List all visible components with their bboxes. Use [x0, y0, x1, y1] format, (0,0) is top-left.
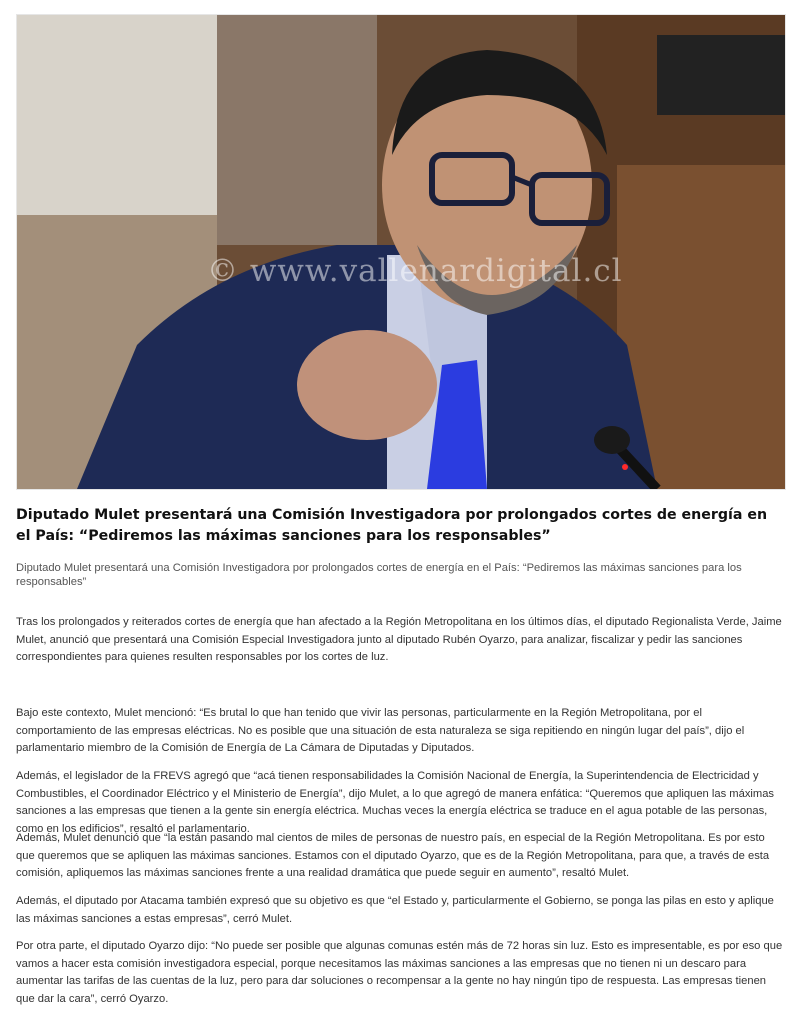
- article-paragraph: Además, el diputado por Atacama también expresó que su objetivo es que “el Estado y, particularmente el Gobierno, se ponga las pilas en esto y aplique las máximas sanciones a estas empresas”, cerró Mulet.: [16, 895, 774, 925]
- article-subtitle: Diputado Mulet presentará una Comisión Investigadora por prolongados cortes de energía en el País: “Pediremos las máximas sanciones para los responsables”: [16, 562, 742, 588]
- article-title: Diputado Mulet presentará una Comisión Investigadora por prolongados cortes de energía en el País: “Pediremos las máximas sanciones para los responsables”: [16, 507, 768, 544]
- article-paragraph: Bajo este contexto, Mulet mencionó: “Es brutal lo que han tenido que vivir las personas, particularmente en la Región Metropolitana, por el comportamiento de las empresas eléctricas. No es posible que una situación de esta naturaleza se siga repitiendo en ningún lugar del país”, dijo el parlamentario miembro de la Comisión de Energía de La Cámara de Diputadas y Diputados.: [16, 707, 745, 755]
- article-paragraph: Además, Mulet denunció que “la están pasando mal cientos de miles de personas de nuestro país, en especial de la Región Metropolitana. Es por esto que queremos que se apliquen las máximas sanciones. Estamos con el diputado Oyarzo, que es de la Región Metropolitana, para que, a través de esta comisión, apliquemos las máximas sanciones frente a una realidad dramática que puede seguir en aumento”, resaltó Mulet.: [16, 832, 770, 880]
- article-paragraph: Además, el legislador de la FREVS agregó que “acá tienen responsabilidades la Comisión Nacional de Energía, la Superintendencia de Electricidad y Combustibles, el Coordinador Eléctrico y el Ministerio de Energía”, dijo Mulet, a lo que agregó de manera enfática: “Queremos que apliquen las máximas sanciones a las empresas que tienen a la gente sin energía eléctrica. Muchas veces la energía eléctrica se traduce en el agua potable de las personas, como en los edificios”, resaltó el parlamentario.: [16, 770, 775, 836]
- hero-image: [16, 14, 786, 490]
- article-paragraph: Por otra parte, el diputado Oyarzo dijo: “No puede ser posible que algunas comunas estén más de 72 horas sin luz. Esto es impresentable, es por eso que vamos a hacer esta comisión investigadora especial, porque necesitamos las máximas sanciones a las empresas que no tienen ni un descaro para aumentar las tarifas de las cuentas de la luz, pero para dar soluciones o recompensar a la gente no hay ningún tipo de respuesta. Las empresas tienen que dar la cara”, cerró Oyarzo.: [16, 940, 783, 1006]
- article-paragraph: Tras los prolongados y reiterados cortes de energía que han afectado a la Región Metropolitana en los últimos días, el diputado Regionalista Verde, Jaime Mulet, anunció que presentará una Comisión Especial Investigadora junto al diputado Rubén Oyarzo, para analizar, fiscalizar y pedir las sanciones correspondientes para quienes resulten responsables por los cortes de luz.: [16, 616, 782, 664]
- watermark-text: © www.vallenardigital.cl: [207, 253, 623, 289]
- photo-of-deputy-speaking: [17, 15, 785, 489]
